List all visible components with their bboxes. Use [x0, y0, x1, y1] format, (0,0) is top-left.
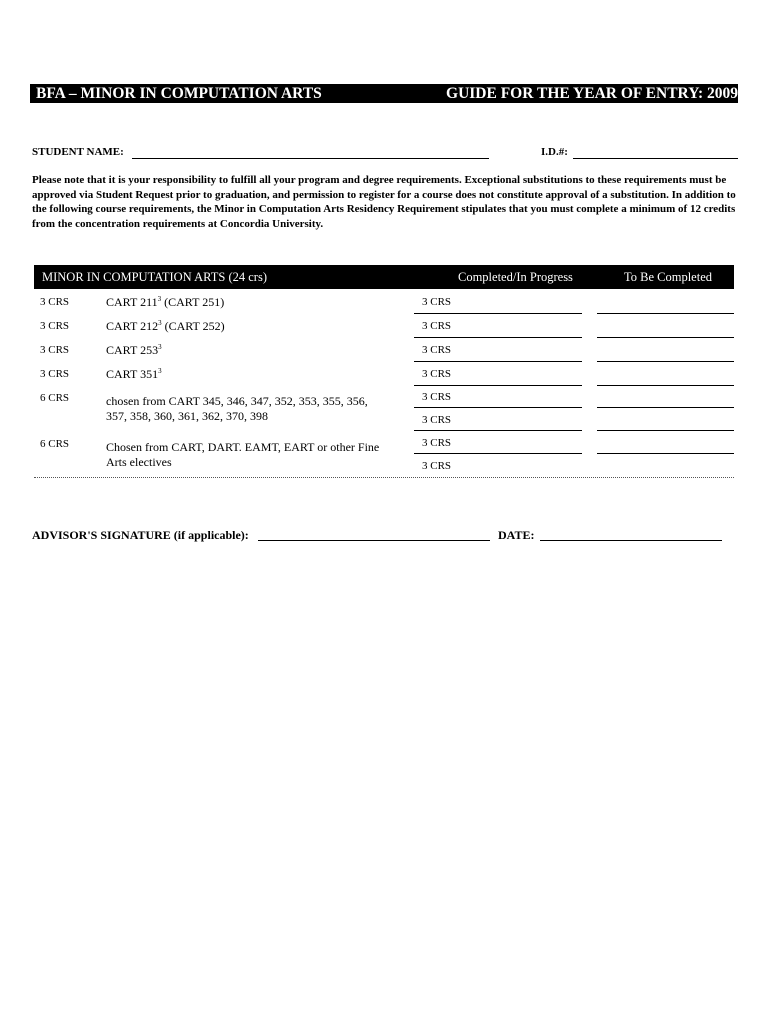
document-title: BFA – MINOR IN COMPUTATION ARTS [36, 85, 322, 102]
course-cell-line2: Arts electives [106, 455, 172, 469]
to-be-completed-line[interactable] [597, 361, 734, 362]
completed-line[interactable] [414, 361, 582, 362]
completed-credits: 3 CRS [422, 296, 452, 308]
credits-cell: 3 CRS [40, 320, 70, 332]
student-id-label: I.D.#: [541, 146, 568, 158]
header-bar [30, 84, 738, 103]
requirements-table-header [34, 265, 734, 289]
completed-line[interactable] [414, 430, 582, 431]
student-name-label: STUDENT NAME: [32, 146, 124, 158]
to-be-completed-header: To Be Completed [624, 270, 713, 284]
to-be-completed-line[interactable] [597, 407, 734, 408]
credits-cell: 3 CRS [40, 344, 70, 356]
advisor-signature-field[interactable] [258, 540, 490, 541]
table-row [34, 339, 734, 363]
to-be-completed-line[interactable] [597, 337, 734, 338]
notice-text: Please note that it is your responsibility to fulfill all your program and degree requirements. Exceptional substitutions to these requirements must be approved via Student Request prior to graduation, and permission to register for a course does not constitute approval of a substitution. In addition to the following course requirements, the Minor in Computation Arts Residency Requirement stipulates that you must complete a minimum of 12 credits from the concentration requirements at Concordia University. [32, 174, 736, 230]
signature-row [32, 528, 732, 544]
completed-line[interactable] [414, 313, 582, 314]
date-label: DATE: [498, 528, 535, 542]
table-row [34, 387, 734, 433]
course-cell: CART $211^3$ (CART 251) [106, 295, 225, 309]
table-row [34, 291, 734, 315]
table-bottom-rule [34, 477, 734, 478]
table-row [34, 363, 734, 387]
course-cell: CART $212^3$ (CART 252) [106, 319, 225, 333]
program-header: MINOR IN COMPUTATION ARTS (24 crs) [42, 270, 267, 284]
entry-year-title: GUIDE FOR THE YEAR OF ENTRY: 2009 [446, 85, 738, 102]
student-info-row [32, 146, 738, 162]
course-cell: CART $351^3$ [106, 367, 162, 381]
credits-cell: 3 CRS [40, 296, 70, 308]
completed-credits: 3 CRS [422, 368, 452, 380]
course-cell: chosen from CART 345, 346, 347, 352, 353, 355, 356, [106, 394, 368, 408]
date-field[interactable] [540, 540, 722, 541]
course-cell: CART $253^3$ [106, 343, 162, 357]
table-row [34, 433, 734, 479]
completed-header: Completed/In Progress [458, 270, 573, 284]
course-cell: Chosen from CART, DART. EAMT, EART or other Fine [106, 440, 380, 454]
completed-credits: 3 CRS [422, 460, 452, 472]
completed-line[interactable] [414, 385, 582, 386]
advisor-signature-label: ADVISOR'S SIGNATURE (if applicable): [32, 528, 249, 542]
notice-paragraph [32, 173, 740, 231]
completed-line[interactable] [414, 337, 582, 338]
completed-credits: 3 CRS [422, 414, 452, 426]
to-be-completed-line[interactable] [597, 453, 734, 454]
table-row [34, 315, 734, 339]
completed-credits: 3 CRS [422, 344, 452, 356]
to-be-completed-line[interactable] [597, 430, 734, 431]
completed-line[interactable] [414, 453, 582, 454]
student-id-field[interactable] [573, 158, 738, 159]
credits-cell: 6 CRS [40, 438, 70, 450]
to-be-completed-line[interactable] [597, 385, 734, 386]
completed-credits: 3 CRS [422, 437, 452, 449]
completed-line[interactable] [414, 407, 582, 408]
completed-credits: 3 CRS [422, 391, 452, 403]
credits-cell: 6 CRS [40, 392, 70, 404]
completed-credits: 3 CRS [422, 320, 452, 332]
student-name-field[interactable] [132, 158, 489, 159]
course-cell-line2: 357, 358, 360, 361, 362, 370, 398 [106, 409, 268, 423]
to-be-completed-line[interactable] [597, 313, 734, 314]
credits-cell: 3 CRS [40, 368, 70, 380]
